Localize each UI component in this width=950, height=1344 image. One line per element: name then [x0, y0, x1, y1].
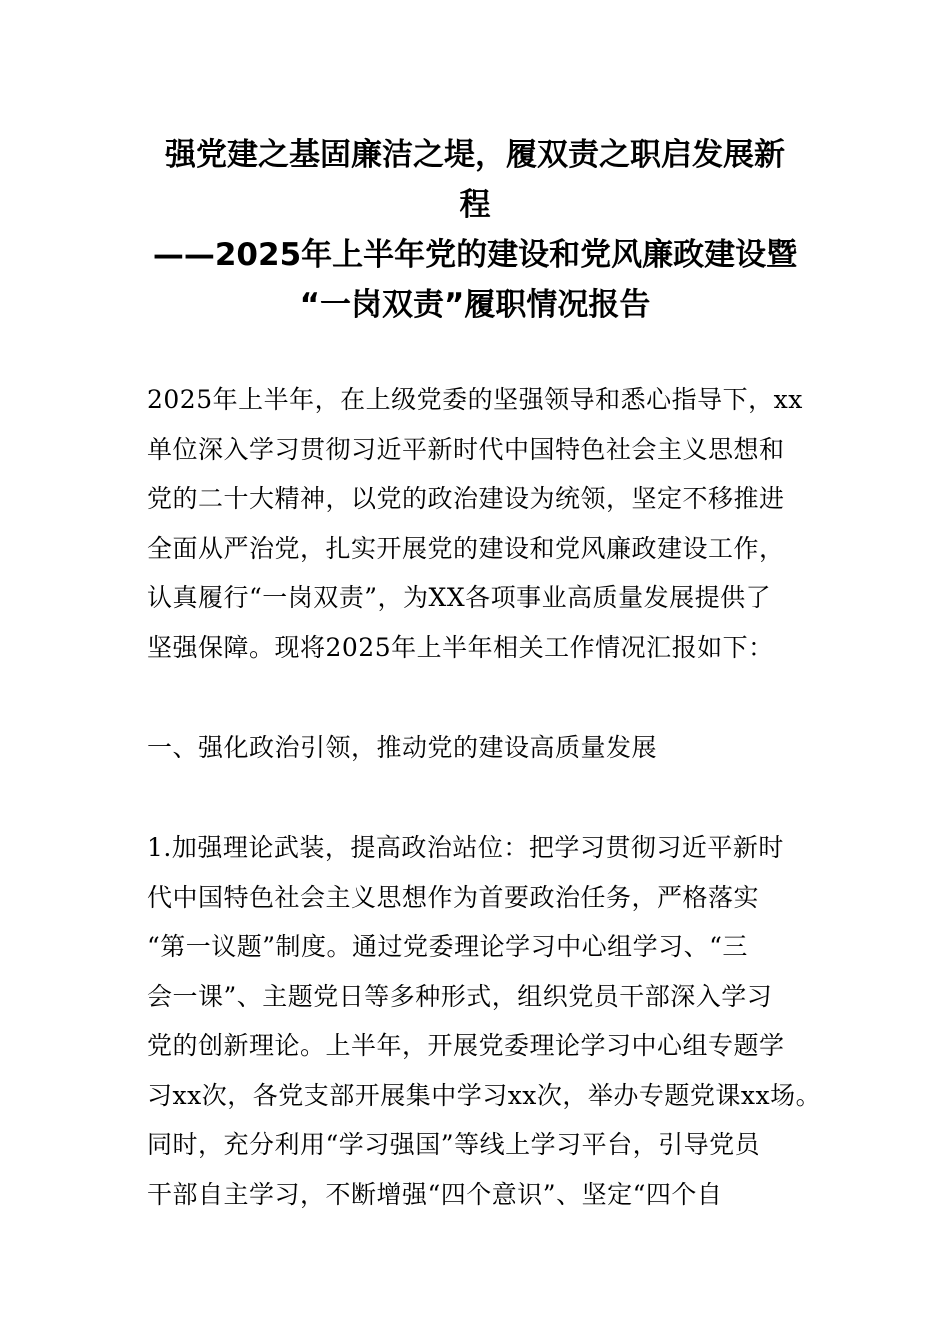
- item-1-line: 党的创新理论。上半年，开展党委理论学习中心组专题学: [147, 1031, 785, 1060]
- intro-paragraph: [147, 375, 837, 672]
- item-1-line: 干部自主学习，不断增强“四个意识”、坚定“四个自: [147, 1179, 723, 1209]
- title-line-2: 程: [459, 187, 491, 223]
- intro-line: 2025年上半年，在上级党委的坚强领导和悉心指导下，xx: [147, 385, 803, 414]
- item-1-line: 1.加强理论武装，提高政治站位：把学习贯彻习近平新时: [147, 833, 784, 862]
- intro-line: 党的二十大精神，以党的政治建设为统领，坚定不移推进: [147, 484, 785, 513]
- section-1-heading: [147, 723, 837, 773]
- intro-line: 全面从严治党，扎实开展党的建设和党风廉政建设工作，: [147, 533, 785, 563]
- intro-line: 单位深入学习贯彻习近平新时代中国特色社会主义思想和: [147, 434, 785, 464]
- intro-line: 坚强保障。现将2025年上半年相关工作情况汇报如下：: [147, 632, 774, 662]
- intro-line: 认真履行“一岗双责”，为XX各项事业高质量发展提供了: [147, 583, 772, 612]
- item-1-line: “第一议题”制度。通过党委理论学习中心组学习、“三: [147, 932, 748, 961]
- document-title: [120, 130, 830, 330]
- item-1-line: 代中国特色社会主义思想作为首要政治任务，严格落实: [147, 882, 760, 912]
- item-1-line: 会一课”、主题党日等多种形式，组织党员干部深入学习: [147, 981, 773, 1011]
- subtitle-line-2: “一岗双责”履职情况报告: [299, 287, 651, 323]
- title-line-1: 强党建之基固廉洁之堤，履双责之职启发展新: [165, 137, 785, 173]
- item-1-line: 同时，充分利用“学习强国”等线上学习平台，引导党员: [147, 1130, 761, 1159]
- item-1-line: 习xx次，各党支部开展集中学习xx次，举办专题党课xx场。: [147, 1080, 822, 1110]
- subtitle-line-1: ——2025年上半年党的建设和党风廉政建设暨: [152, 237, 798, 273]
- section-heading-text: 一、强化政治引领，推动党的建设高质量发展: [147, 733, 658, 762]
- item-1-paragraph: [147, 823, 837, 1219]
